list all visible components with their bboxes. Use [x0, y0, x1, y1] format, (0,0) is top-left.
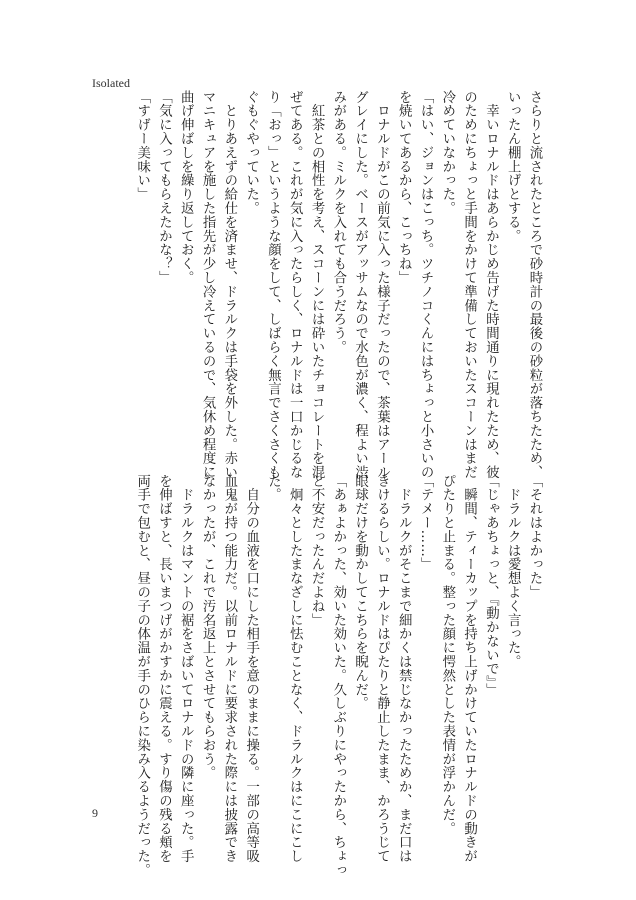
text-line: なかったが、これで汚名返上とさせてもらおう。 [200, 474, 216, 780]
text-line: 「あぁよかった、効いた効いた。久しぶりにやったから、ちょっ [330, 474, 346, 878]
text-line: 紅茶との相性を考え、スコーンには砕いたチョコレートを混 [309, 90, 325, 480]
text-line: 両手で包むと、昼の子の体温が手のひらに染み入るようだった。 [134, 474, 150, 878]
text-line: ドラルクがそこまで細かくは禁じなかったためか、まだ口は [396, 474, 412, 864]
text-line: 曲げ伸ばしを繰り返しておく。 [178, 90, 194, 285]
text-line: ドラルクは愛想よく言った。 [505, 474, 521, 669]
text-line: を焼いてあるから、こっちね」 [396, 90, 412, 285]
text-line: さらりと流されたところで砂時計の最後の砂粒が落ちたため、 [527, 90, 542, 480]
text-line: を伸ばすと、長いまつげがかすかに震える。すり傷の残る頬を [156, 474, 172, 864]
text-line: 炯々としたまなざしに怯むことなく、ドラルクはにこにこし [287, 474, 303, 864]
text-line: 「すげー美味い」 [134, 90, 150, 202]
text-line: グレイにした。ベースがアッサムなので水色が濃く、程よい渋 [352, 90, 368, 480]
text-line: のためにちょっと手間をかけて準備しておいたスコーンはまだ [461, 90, 477, 480]
text-line: みがある。ミルクを入れても合うだろう。 [330, 90, 346, 355]
text-line: 血鬼が持つ能力だ。以前ロナルドに要求された際には披露でき [221, 474, 237, 864]
text-line: 自分の血液を口にした相手を意のままに操る。一部の高等吸 [243, 474, 259, 864]
text-block-bottom [85, 474, 545, 878]
text-line: 「気に入ってもらえたかな？」 [156, 90, 172, 285]
text-line: 「じゃあちょっと、『動かないで』」 [483, 474, 499, 697]
text-line: とりあえずの給仕を済ませ、ドラルクは手袋を外した。赤い [221, 90, 237, 480]
text-line: と不安だったんだよね」 [309, 474, 325, 627]
text-line: ぜてある。これが気に入ったらしく、ロナルドは一口かじるな [287, 90, 303, 480]
text-line: 冷めていなかった。 [439, 90, 455, 216]
text-line: ぴたりと止まる。整った顔に愕然とした表情が浮かんだ。 [439, 474, 455, 836]
text-line: 「はい、ジョンはこっち。ツチノコくんにはちょっと小さいの [418, 90, 434, 480]
text-line: 「テメー……」 [418, 474, 434, 572]
text-line: 「それはよかった」 [527, 474, 542, 600]
text-line: た。 [265, 474, 281, 502]
text-line: 眼球だけを動かしてこちらを睨んだ。 [352, 474, 368, 711]
running-head: Isolated [92, 76, 130, 90]
text-block-top [134, 90, 545, 480]
text-line: 幸いロナルドはあらかじめ告げた時間通りに現れたため、彼 [483, 90, 499, 480]
text-line: いったん棚上げとする。 [505, 90, 521, 243]
text-line: 瞬間、ティーカップを持ち上げかけていたロナルドの動きが [461, 474, 477, 864]
text-line: ドラルクはマントの裾をさばいてロナルドの隣に座った。手 [178, 474, 194, 864]
text-line: ぐもぐやっていた。 [243, 90, 259, 216]
page-number: 9 [92, 806, 98, 820]
text-line: り「おっ」というような顔をして、しばらく無言でさくさくも [265, 90, 281, 480]
text-line: ロナルドがこの前気に入った様子だったので、茶葉はアール [374, 90, 390, 480]
text-line: マニキュアを施した指先が少し冷えているので、気休め程度に [200, 90, 216, 480]
text-line: きけるらしい。ロナルドはぴたりと静止したまま、かろうじて [374, 474, 390, 864]
